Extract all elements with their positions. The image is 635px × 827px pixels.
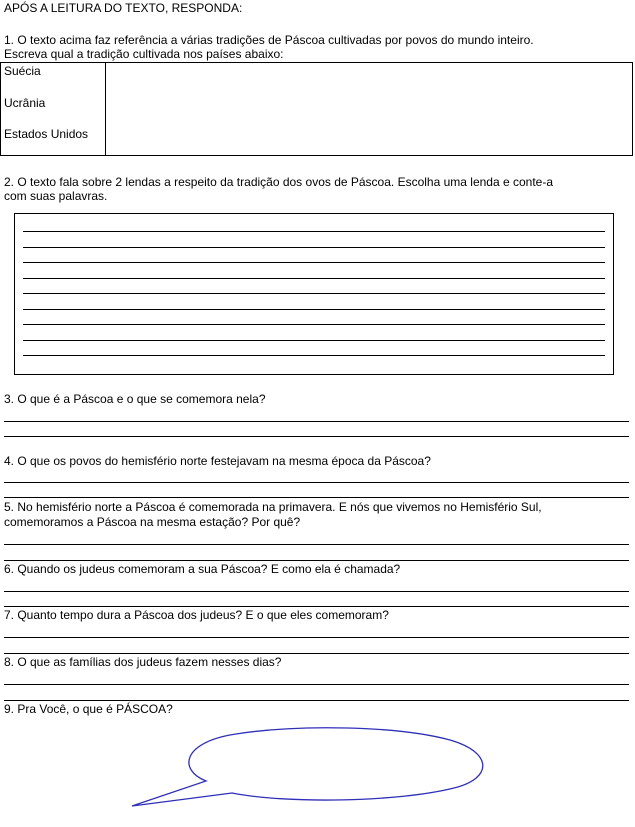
country-sweden: Suécia xyxy=(4,64,41,78)
country-ukraine: Ucrânia xyxy=(4,96,46,110)
question-9: 9. Pra Você, o que é PÁSCOA? xyxy=(4,702,173,716)
question-1-line-2: Escreva qual a tradição cultivada nos países abaixo: xyxy=(4,47,284,61)
question-2-line-1: 2. O texto fala sobre 2 lendas a respeito da tradição dos ovos de Páscoa. Escolha uma lenda e conte-a xyxy=(4,175,554,189)
question-7: 7. Quanto tempo dura a Páscoa dos judeus? E o que eles comemoram? xyxy=(4,608,389,622)
worksheet-header: APÓS A LEITURA DO TEXTO, RESPONDA: xyxy=(4,1,243,15)
question-8: 8. O que as famílias dos judeus fazem nesses dias? xyxy=(4,655,282,669)
question-3: 3. O que é a Páscoa e o que se comemora nela? xyxy=(4,392,266,406)
question-1-line-1: 1. O texto acima faz referência a várias tradições de Páscoa cultivadas por povos do mundo inteiro. xyxy=(4,33,534,47)
question-5-line-1: 5. No hemisfério norte a Páscoa é comemorada na primavera. E nós que vivemos no Hemisfério Sul, xyxy=(4,500,542,514)
country-united-states: Estados Unidos xyxy=(4,127,89,141)
question-2-line-2: com suas palavras. xyxy=(4,189,108,203)
question-5-line-2: comemoramos a Páscoa na mesma estação? Por quê? xyxy=(4,515,301,529)
question-6: 6. Quando os judeus comemoram a sua Páscoa? E como ela é chamada? xyxy=(4,562,401,576)
question-4: 4. O que os povos do hemisfério norte festejavam na mesma época da Páscoa? xyxy=(4,454,431,468)
